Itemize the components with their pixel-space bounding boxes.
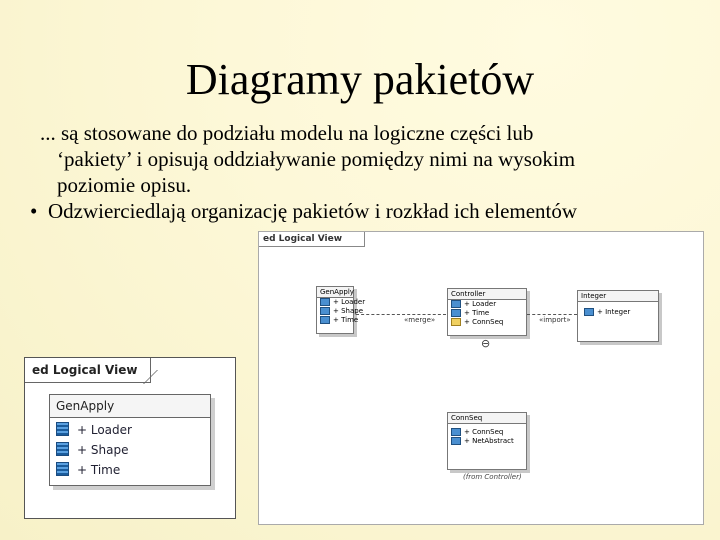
slide-title: Diagramy pakietów — [185, 55, 535, 104]
class-attribute: + Integer — [578, 302, 658, 317]
class-genapply — [316, 286, 366, 334]
class-name: GenApply — [317, 287, 353, 298]
attribute-icon — [56, 422, 69, 436]
class-attribute: + Loader — [448, 300, 526, 309]
paragraph-line-1: ... są stosowane do podziału modelu na logiczne części lub — [40, 121, 534, 145]
attribute-icon — [56, 462, 69, 476]
class-attribute: + ConnSeq — [448, 424, 526, 437]
bullet-icon: • — [30, 199, 38, 223]
attribute-icon — [451, 437, 461, 445]
class-name: Controller — [448, 289, 526, 300]
from-package-note: (from Controller) — [463, 473, 522, 481]
paragraph-line-3: poziomie opisu. — [57, 173, 192, 197]
zoomed-class-attribute: + Shape — [50, 440, 210, 460]
slide-body — [30, 120, 720, 224]
zoomed-class-name: GenApply — [50, 395, 210, 418]
attribute-icon — [584, 308, 594, 316]
attribute-icon — [320, 316, 330, 324]
class-attribute: + Shape — [317, 307, 353, 316]
class-controller — [447, 288, 527, 336]
package-diagram — [258, 231, 704, 525]
bullet-text: Odzwierciedlają organizację pakietów i rozkład ich elementów — [48, 199, 578, 223]
class-attribute: + ConnSeq — [448, 318, 526, 327]
class-name: Integer — [578, 291, 658, 302]
paragraph-line-2: ‘pakiety’ i opisują oddziaływanie pomiędzy nimi na wysokim — [57, 147, 576, 171]
attribute-icon — [56, 442, 69, 456]
class-name: ConnSeq — [448, 413, 526, 424]
class-attribute: + Loader — [317, 298, 353, 307]
import-label: «import» — [539, 316, 571, 324]
nesting-circle-icon: ⊖ — [481, 337, 491, 350]
attribute-icon — [451, 428, 461, 436]
folder-icon — [451, 318, 461, 326]
bullet-item — [30, 198, 720, 224]
merge-dependency — [356, 314, 446, 315]
attribute-icon — [451, 309, 461, 317]
zoomed-class-attribute: + Time — [50, 460, 210, 480]
attribute-icon — [451, 300, 461, 308]
import-dependency — [527, 314, 577, 315]
zoomed-class-genapply — [49, 394, 211, 486]
class-connseq — [447, 412, 527, 470]
zoomed-class-attribute: + Loader — [50, 418, 210, 440]
zoomed-diagram — [24, 357, 236, 519]
class-attribute: + Time — [317, 316, 353, 325]
class-attribute: + NetAbstract — [448, 437, 526, 446]
merge-label: «merge» — [404, 316, 436, 324]
attribute-icon — [320, 298, 330, 306]
diagram-frame-title: ed Logical View — [259, 232, 365, 247]
zoomed-frame-title: ed Logical View — [25, 358, 151, 383]
class-integer — [577, 290, 659, 342]
attribute-icon — [320, 307, 330, 315]
class-attribute: + Time — [448, 309, 526, 318]
